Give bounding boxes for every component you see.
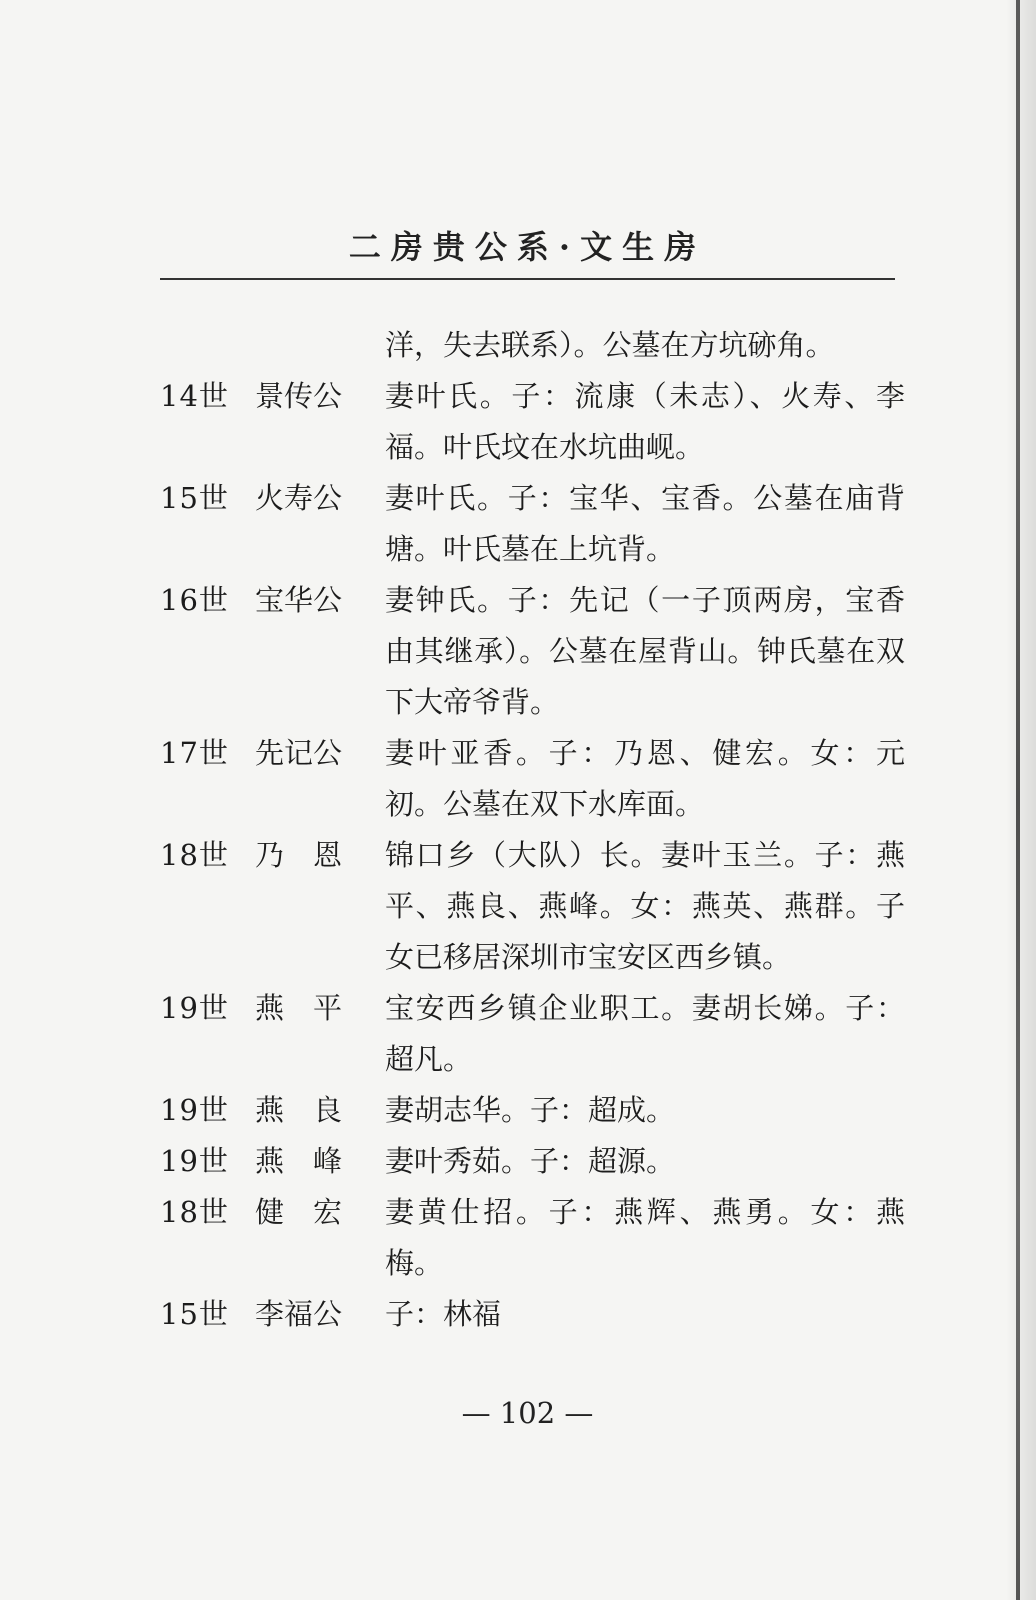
entry-generation: 18世: [160, 838, 229, 872]
entry-desc: 妻叶氏。子：流康（未志）、火寿、李福。叶氏坟在水坑曲岘。: [385, 379, 905, 464]
entry-row: [160, 1085, 905, 1136]
entry-desc: 妻胡志华。子：超成。: [385, 1093, 676, 1127]
entry-name: 火寿公: [255, 481, 343, 515]
entry-name: 乃 恩: [255, 838, 343, 872]
entry-name: 健 宏: [255, 1195, 343, 1229]
entry-name: 燕 平: [255, 991, 343, 1025]
entry-desc: 子：林福: [385, 1297, 502, 1331]
entry-generation: 15世: [160, 1297, 229, 1331]
entry-generation: 19世: [160, 1144, 229, 1178]
page-number: — 102 —: [461, 1396, 594, 1430]
entry-desc: 宝安西乡镇企业职工。妻胡长娣。子：超凡。: [385, 991, 905, 1076]
entry-name: 李福公: [255, 1297, 343, 1331]
entry-row: [160, 575, 905, 728]
entry-row: [160, 371, 905, 473]
entry-desc: 妻叶亚香。子：乃恩、健宏。女：元初。公墓在双下水库面。: [385, 736, 905, 821]
header-rule: [160, 278, 895, 280]
entry-generation: 17世: [160, 736, 229, 770]
entry-desc: 妻叶秀茹。子：超源。: [385, 1144, 676, 1178]
entry-name: 燕 良: [255, 1093, 343, 1127]
entry-row: [160, 1136, 905, 1187]
entry-desc: 锦口乡（大队）长。妻叶玉兰。子：燕平、燕良、燕峰。女：燕英、燕群。子女已移居深圳市宝安区西乡镇。: [385, 838, 905, 974]
genealogy-entries: [160, 320, 905, 1340]
page-binding-edge: [1016, 0, 1020, 1600]
entry-name: 先记公: [255, 736, 343, 770]
entry-name: 燕 峰: [255, 1144, 343, 1178]
entry-generation: 19世: [160, 991, 229, 1025]
entry-desc: 洋，失去联系）。公墓在方坑硛角。: [385, 328, 835, 362]
entry-desc: 妻钟氏。子：先记（一子顶两房，宝香由其继承）。公墓在屋背山。钟氏墓在双下大帝爷背。: [385, 583, 905, 719]
entry-generation: 16世: [160, 583, 229, 617]
entry-desc: 妻黄仕招。子：燕辉、燕勇。女：燕梅。: [385, 1195, 905, 1280]
entry-row: [160, 830, 905, 983]
entry-row: [160, 473, 905, 575]
entry-generation: 19世: [160, 1093, 229, 1127]
entry-desc: 妻叶氏。子：宝华、宝香。公墓在庙背塘。叶氏墓在上坑背。: [385, 481, 905, 566]
entry-continuation: [160, 320, 905, 371]
entry-name: 宝华公: [255, 583, 343, 617]
entry-generation: 14世: [160, 379, 229, 413]
entry-name: 景传公: [255, 379, 343, 413]
entry-row: [160, 1187, 905, 1289]
running-header: 二房贵公系·文生房: [348, 228, 707, 266]
entry-row: [160, 1289, 905, 1340]
page-edge-shadow: [1006, 0, 1036, 1600]
entry-row: [160, 983, 905, 1085]
entry-generation: 18世: [160, 1195, 229, 1229]
entry-row: [160, 728, 905, 830]
entry-generation: 15世: [160, 481, 229, 515]
